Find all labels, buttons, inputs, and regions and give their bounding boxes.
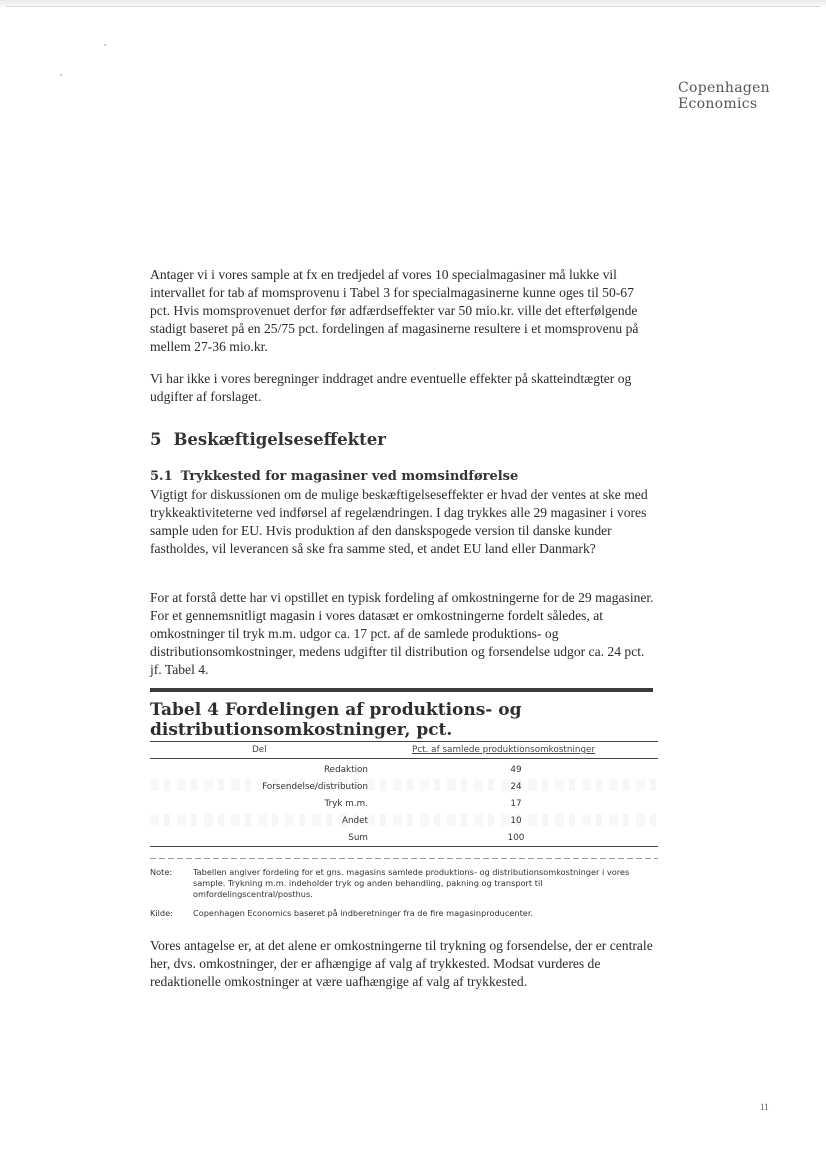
table-dashed-rule — [150, 858, 658, 859]
table-cell-value: 10 — [510, 816, 522, 826]
brand-logo — [678, 80, 770, 112]
scan-border-line — [6, 6, 820, 7]
scan-speck — [104, 44, 106, 46]
table-row — [150, 796, 658, 813]
scan-speck — [60, 74, 62, 76]
table-cell-label: Redaktion — [323, 765, 368, 775]
table-col-header-pct: Pct. af samlede produktionsomkostninger — [412, 745, 596, 755]
table-cell-value: 24 — [510, 782, 522, 792]
table-header-rule-bottom — [150, 758, 658, 759]
table-cell-label: Forsendelse/distribution — [262, 782, 368, 792]
table-cell-label: Tryk m.m. — [324, 799, 368, 809]
table-row — [150, 779, 658, 796]
subsection-paragraph-2: For at forstå dette har vi opstillet en typisk fordeling af omkostningerne for de 29 magasiner. For et gennemsnitligt magasin i vores datasæt er omkostningerne fordelt således, at omkostninger til tryk m.m. udgor ca. 17 pct. af de samlede produktions- og distributionsomkostninger, medens udgifter til distribution og forsendelse udgor ca. 24 pct. jf. Tabel 4. — [150, 590, 654, 677]
page-number: 11 — [760, 1102, 769, 1112]
subsection-title: Trykkested for magasiner ved momsindførelse — [180, 469, 519, 484]
subsection-paragraph-1: Vigtigt for diskussionen om de mulige beskæftigelseseffekter er hvad der ventes at ske med trykkeaktiviteterne ved indførsel af regelændringen. I dag trykkes alle 29 magasiner i vores sample uden for EU. Hvis produktion af den danskspogede version til danske kunder fastholdes, vil leverancen så ske fra samme sted, et andet EU land eller Danmark? — [150, 487, 648, 556]
intro-paragraph-2: Vi har ikke i vores beregninger inddraget andre eventuelle effekter på skatteindtægter og udgifter af forslaget. — [150, 371, 632, 404]
table-cell-label: Sum — [348, 833, 368, 843]
subsection-number: 5.1 — [150, 469, 173, 484]
table-cell-value: 49 — [510, 765, 522, 775]
table-top-rule — [150, 688, 653, 692]
table-note-text: Tabellen angiver fordeling for et gns. magasins samlede produktions- og distributionsomkostninger i vores sample. Trykning m.m. indeholder tryk og anden behandling, pakning og transport til omfordelingscentral/posthus. — [193, 867, 630, 899]
section-heading — [150, 430, 386, 449]
table-row-sum — [150, 830, 658, 847]
table-cell-label: Andet — [341, 816, 368, 826]
section-number: 5 — [150, 430, 162, 449]
table-cell-value: 100 — [507, 833, 525, 843]
table-title: Tabel 4 Fordelingen af produktions- og distributionsomkostninger, pct. — [150, 700, 522, 740]
subsection-heading — [150, 469, 518, 484]
brand-line-2: Economics — [677, 96, 758, 112]
table-row — [150, 762, 658, 779]
table-cell-value: 17 — [510, 799, 522, 809]
table-source-text: Copenhagen Economics baseret på indberetninger fra de fire magasinproducenter. — [193, 908, 534, 918]
table-note-label: Note: — [150, 867, 173, 877]
table-header-rule-top — [150, 741, 658, 742]
table-bottom-rule — [150, 846, 658, 847]
intro-paragraph-1: Antager vi i vores sample at fx en tredjedel af vores 10 specialmagasiner må lukke vil intervallet for tab af momsprovenu i Tabel 3 for specialmagasinerne kunne oges til 50-67 pct. Hvis momsprovenuet derfor før adfærdseffekter var 50 mio.kr. ville det efterfølgende stadigt baseret på en 25/75 pct. fordelingen af magasinerne resultere i et momsprovenu på mellem 27-36 mio.kr. — [150, 267, 639, 354]
table-source-label: Kilde: — [150, 908, 173, 918]
brand-line-1: Copenhagen — [677, 80, 770, 96]
table-row — [150, 813, 658, 830]
closing-paragraph: Vores antagelse er, at det alene er omkostningerne til trykning og forsendelse, der er centrale her, dvs. omkostninger, der er afhængige af valg af trykkested. Modsat vurderes de redaktionelle omkostninger at være uafhængige af valg af trykkested. — [150, 938, 653, 989]
table-col-header-del: Del — [252, 745, 267, 755]
section-title: Beskæftigelseseffekter — [173, 430, 386, 449]
